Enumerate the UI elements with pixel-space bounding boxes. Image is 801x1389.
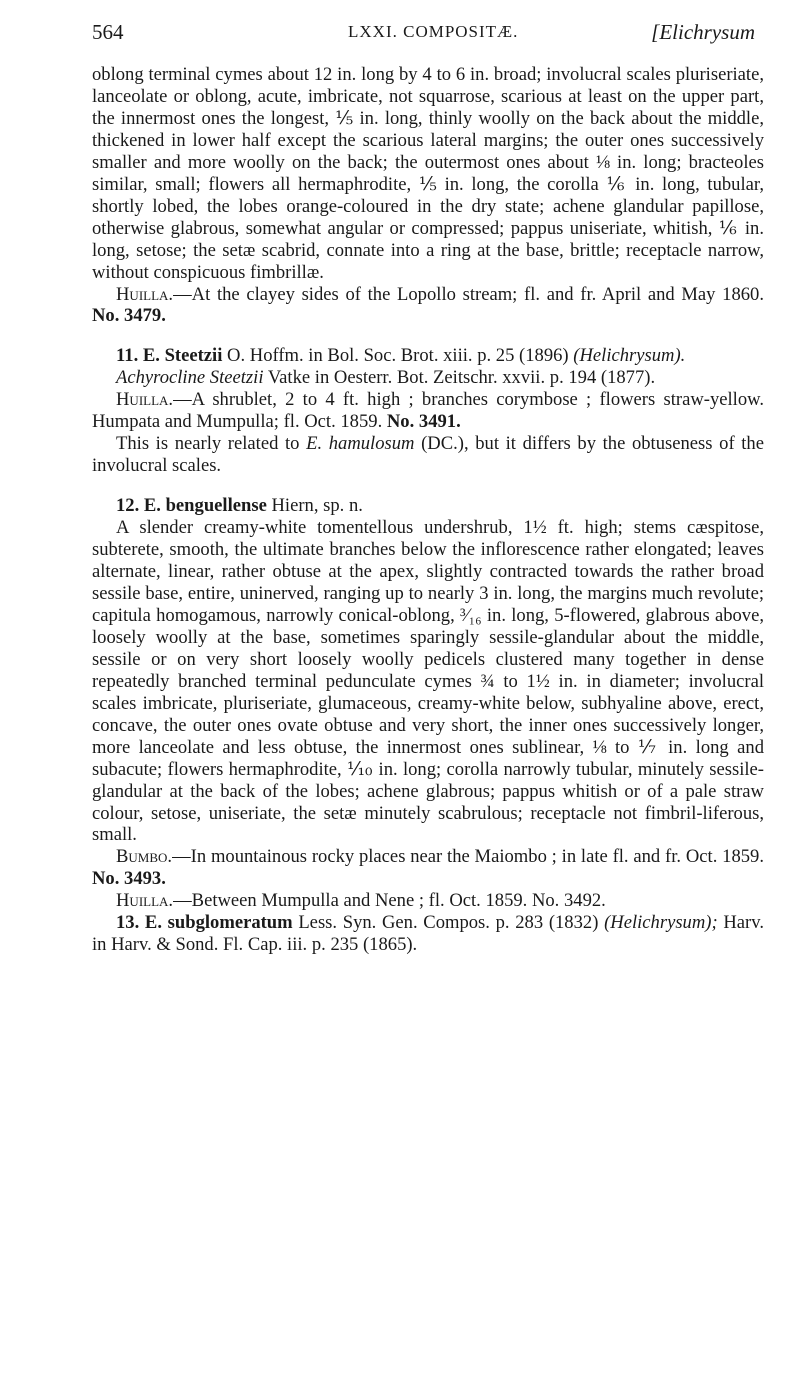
species-11-heading — [92, 345, 764, 367]
genus-paren: (Helichrysum); — [604, 912, 718, 934]
species-name: 13. E. subglomeratum — [116, 912, 293, 934]
locality-place: Huilla. — [116, 890, 174, 912]
synonym-name: Achyrocline Steetzii — [116, 367, 264, 389]
species-12-heading — [92, 495, 764, 517]
species-authority: O. Hoffm. in Bol. Soc. Brot. xiii. p. 25 (1896) — [227, 345, 569, 367]
locality-text: —Between Mumpulla and Nene ; fl. Oct. 1859. No. 3492. — [173, 890, 606, 912]
reference: Harv. in Harv. & Sond. Fl. Cap. iii. p. 235 (1865). — [92, 912, 764, 956]
genus-paren: (Helichrysum). — [573, 345, 686, 367]
locality-place: Huilla. — [116, 283, 174, 305]
paragraph-description-continued: oblong terminal cymes about 12 in. long by 4 to 6 in. broad; involucral scales pluriseriate, lanceolate or oblong, acute, imbricate, not squarrose, scarious at least on the upper part, the innermost ones the longest, ⅕ in. long, thinly woolly on the back about the middle, thickened in lower half except the scarious lateral margins; the outer ones successively smaller and more woolly on the back; the outermost ones about ⅛ in. long; bracteoles similar, small; flowers all hermaphrodite, ⅕ in. long, the corolla ⅙ in. long, tubular, shortly lobed, the lobes orange-coloured in the dry state; achene glandular papillose, otherwise glabrous, somewhat angular or compressed; pappus uniseriate, whitish, ⅙ in. long, setose; the setæ scabrid, connate into a ring at the base, brittle; receptacle narrow, without conspicuous fimbrillæ. — [92, 64, 764, 283]
species-authority: Less. Syn. Gen. Compos. p. 283 (1832) — [298, 912, 599, 934]
species-11-synonym — [92, 367, 764, 389]
locality-text: —At the clayey sides of the Lopollo stream; fl. and fr. April and May 1860. — [173, 283, 764, 305]
species-11-locality — [92, 389, 764, 433]
note-text: This is nearly related to — [116, 433, 307, 455]
locality-text: —In mountainous rocky places near the Maiombo ; in late fl. and fr. Oct. 1859. — [172, 846, 764, 868]
species-name: 11. E. Steetzii — [116, 345, 223, 367]
running-header — [92, 20, 755, 50]
species-11-note — [92, 433, 764, 477]
species-12-locality-2 — [92, 890, 764, 912]
locality-text: —A shrublet, 2 to 4 ft. high ; branches corymbose ; flowers straw-yellow. Humpata and Mumpulla; fl. Oct. 1859. — [92, 389, 764, 433]
specimen-number: No. 3493. — [92, 868, 166, 890]
page-body — [92, 64, 764, 956]
locality-place: Bumbo. — [116, 846, 173, 868]
specimen-number: No. 3479. — [92, 305, 166, 327]
locality-paragraph — [92, 284, 764, 328]
species-12-locality-1 — [92, 846, 764, 890]
species-name: 12. E. benguellense — [116, 495, 267, 517]
locality-place: Huilla. — [116, 389, 174, 411]
species-12-description: A slender creamy-white tomentellous undershrub, 1½ ft. high; stems cæspitose, subterete, smooth, the ultimate branches below the inflorescence rather elongated; leaves alternate, linear, rather obtuse at the apex, slightly contracted towards the rather broad sessile base, entire, uninerved, ranging up to nearly 3 in. long, the margins much revolute; capitula homogamous, narrowly conical-oblong, ³⁄₁₆ in. long, 5-flowered, glabrous above, loosely woolly at the base, sometimes sparingly sessile-glandular about the middle, sessile or on very short loosely woolly pedicels clustered many together in dense repeatedly branched terminal pedunculate cymes ¾ to 1½ in. in diameter; involucral scales imbricate, pluriseriate, glumaceous, creamy-white below, subhyaline above, erect, concave, the outer ones ovate obtuse and very short, the inner ones successively longer, more lanceolate and less obtuse, the innermost ones sublinear, ⅛ to ⅐ in. long and subacute; flowers hermaphrodite, ⅒ in. long; corolla narrowly tubular, minutely sessile-glandular at the back of the lobes; achene glabrous; pappus whitish or of a pale straw colour, setose, uniseriate, the setæ minutely scabrulous; receptacle not fimbril-liferous, small. — [92, 517, 764, 846]
page-number: 564 — [92, 20, 124, 44]
specimen-number: No. 3491. — [386, 411, 461, 433]
chapter-title: LXXI. COMPOSITÆ. — [348, 22, 519, 41]
note-species-name: E. hamulosum — [306, 433, 415, 455]
synonym-reference: Vatke in Oesterr. Bot. Zeitschr. xxvii. p. 194 (1877). — [267, 367, 656, 389]
note-text-end: (DC.), but it differs by the obtuseness of the involucral scales. — [92, 433, 764, 477]
species-13-heading — [92, 912, 764, 956]
species-authority: Hiern, sp. n. — [271, 495, 363, 517]
genus-heading: [Elichrysum — [651, 20, 755, 44]
